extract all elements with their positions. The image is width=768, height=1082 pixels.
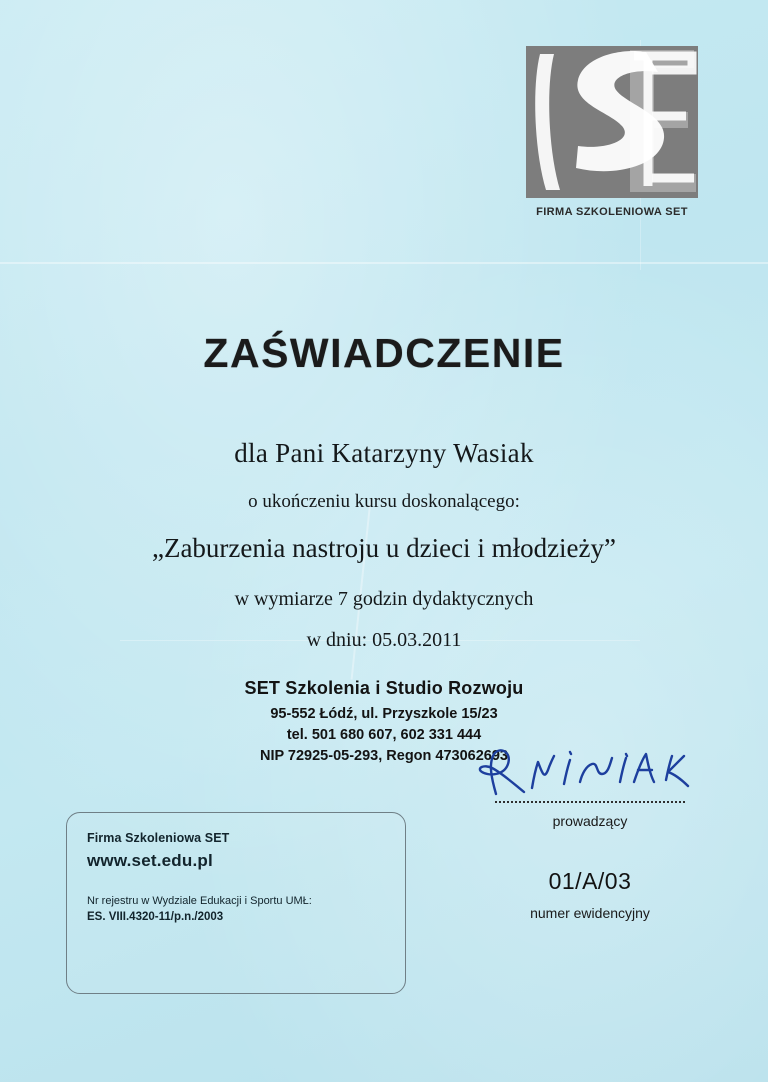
logo-caption: FIRMA SZKOLENIOWA SET [536,206,688,218]
organizer-identifiers: NIP 72925-05-293, Regon 473062693 [259,748,508,765]
organizer-address: 95-552 Łódź, ul. Przyszkole 15/23 [270,706,498,722]
stamp-box [66,812,406,994]
registration-caption: numer ewidencyjny [530,905,650,921]
course-hours: w wymiarze 7 godzin dydaktycznych [234,588,534,610]
stamp-register-label: Nr rejestru w Wydziale Edukacji i Sportu UMŁ: [87,895,312,907]
signature-line [495,800,685,803]
page-title: ZAŚWIADCZENIE [203,330,565,376]
paper-crease [0,262,768,264]
set-logo-icon [526,46,698,198]
stamp-company: Firma Szkoleniowa SET [87,831,230,845]
handwritten-signature-icon [470,742,710,800]
course-date: w dniu: 05.03.2011 [306,629,462,651]
registration-number: 01/A/03 [548,868,632,894]
stamp-website: www.set.edu.pl [87,851,213,870]
organizer-name: SET Szkolenia i Studio Rozwoju [244,678,524,698]
signature-area [470,742,710,829]
recipient-name: dla Pani Katarzyny Wasiak [234,438,534,468]
stamp-register-number: ES. VIII.4320-11/p.n./2003 [87,911,224,923]
registration-area [470,868,710,921]
certificate-body [0,438,768,652]
completion-subtitle: o ukończeniu kursu doskonalącego: [248,491,520,512]
signature-caption: prowadzący [552,813,628,829]
organizer-phone: tel. 501 680 607, 602 331 444 [286,727,482,744]
logo-block [522,46,702,218]
course-title: „Zaburzenia nastroju u dzieci i młodzieży” [151,533,617,563]
